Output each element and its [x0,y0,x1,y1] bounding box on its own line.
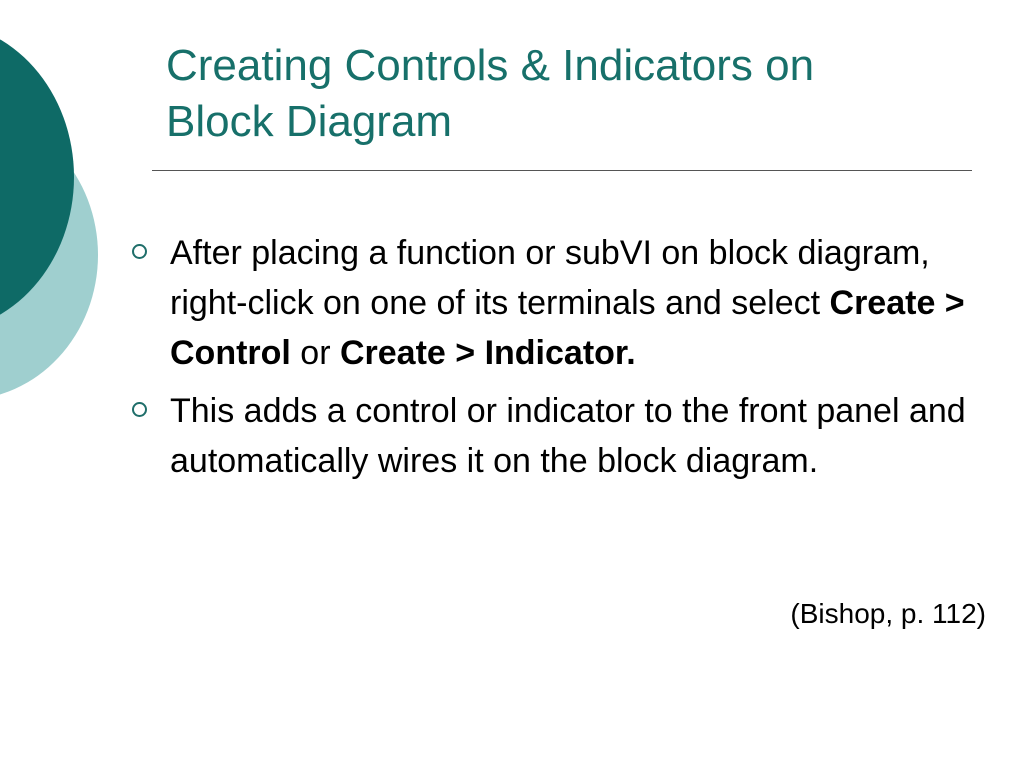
bullet-text: This adds a control or indicator to the front panel and automatically wires it on the block diagram. [170,392,966,480]
title-divider [152,170,972,171]
slide-title-line-2: Block Diagram [166,97,453,146]
bullet-text [170,234,965,372]
slide-title-line-1: Creating Controls & Indicators on [166,41,815,90]
citation: (Bishop, p. 112) [790,598,986,629]
bullet-bold-create-control: Create > Control [170,284,965,372]
bullet-item-adds-control [132,386,992,486]
bullet-text-part: After placing a function or subVI on block diagram, right-click on one of its terminals and select [170,234,930,322]
bullet-text-part: or [290,334,340,372]
bullet-bold-create-indicator: Create > Indicator. [339,334,636,372]
bullet-list [132,228,992,494]
bullet-item-create-control [132,228,992,378]
hollow-circle-bullet-icon [132,244,147,259]
hollow-circle-bullet-icon [132,402,147,417]
slide-title [166,38,986,150]
